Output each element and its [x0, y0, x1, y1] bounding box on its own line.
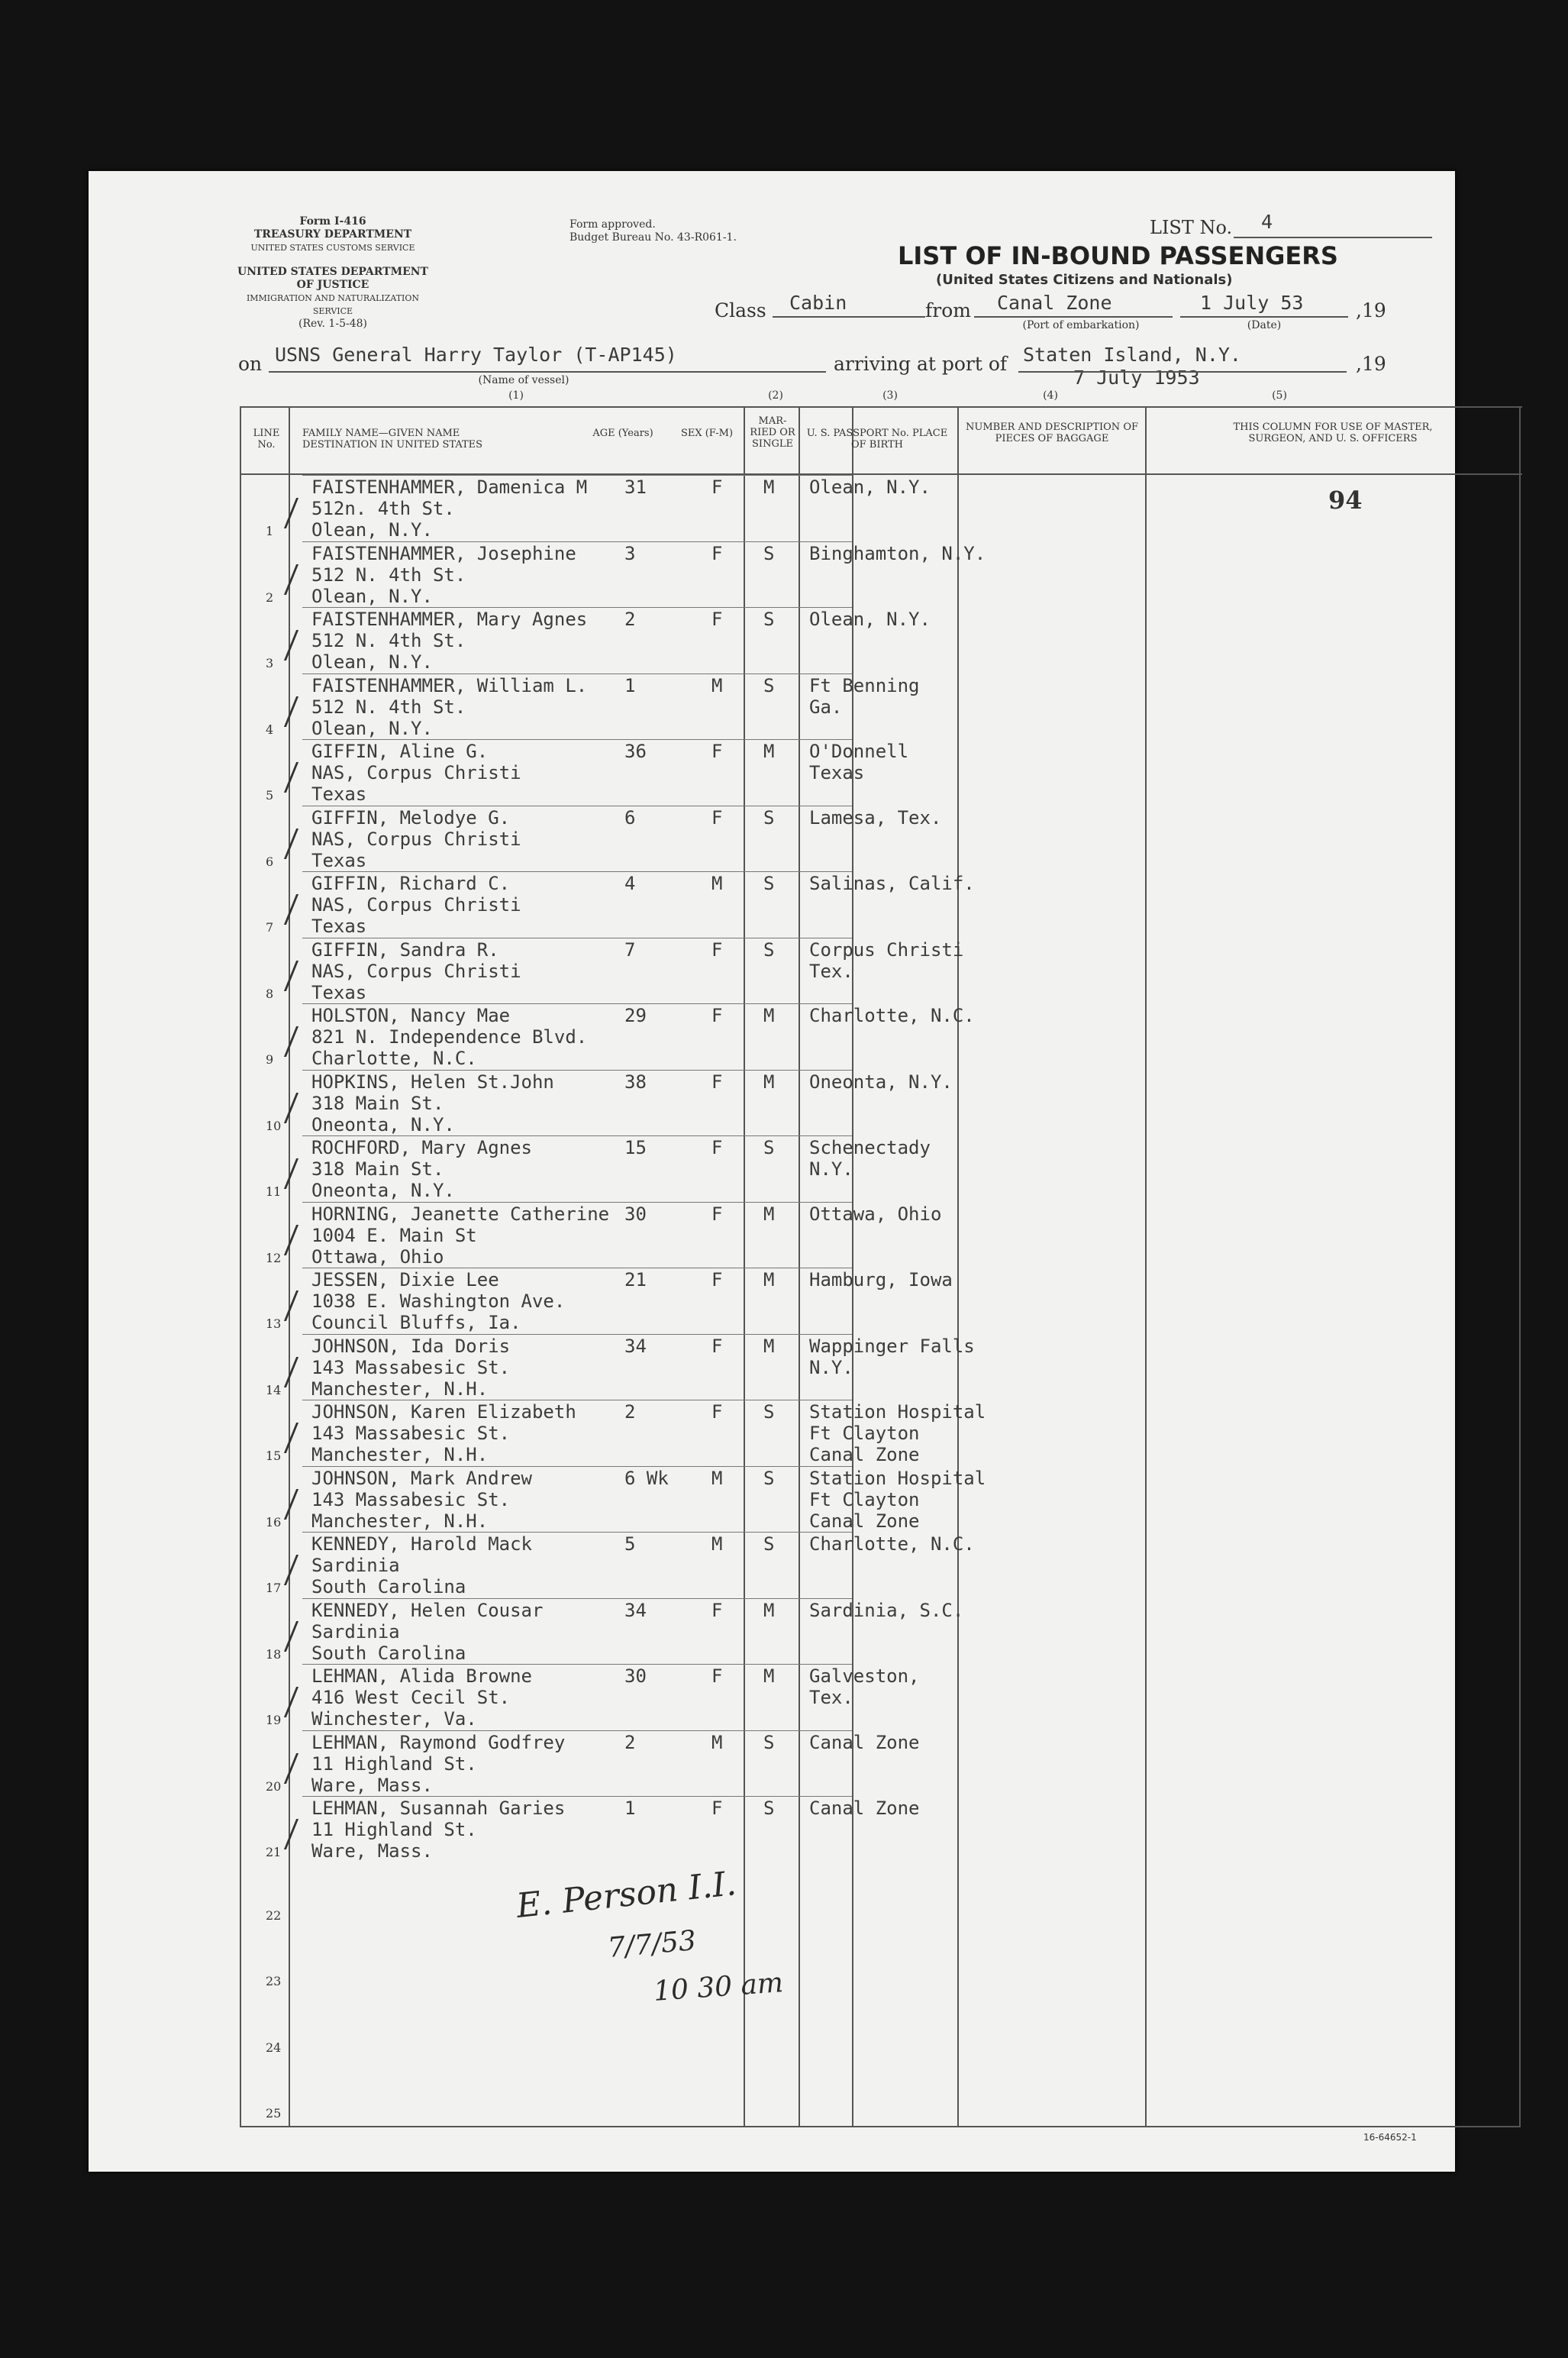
birthplace-line-2: Texas: [809, 762, 865, 783]
sex: F: [711, 542, 723, 564]
row-divider: [302, 1598, 852, 1599]
marital-status: S: [763, 1137, 775, 1158]
class-label: Class: [715, 299, 766, 321]
col-num-4: (4): [1043, 389, 1058, 402]
line-number: 15: [266, 1449, 282, 1463]
line-number: 9: [266, 1052, 274, 1067]
destination-street: 512 N. 4th St.: [311, 564, 466, 586]
birthplace-line-1: Salinas, Calif.: [809, 873, 975, 894]
on-label: on: [238, 353, 263, 375]
line-number: 24: [266, 2040, 282, 2055]
destination-city: Texas: [311, 849, 367, 871]
justice-header: [234, 266, 432, 331]
sex: M: [711, 1533, 723, 1555]
line-number: 12: [266, 1250, 282, 1265]
birthplace-line-2: Ft Clayton: [809, 1488, 920, 1510]
table-row: [89, 607, 1455, 674]
header-married: MAR- RIED OR SINGLE: [750, 415, 795, 450]
vessel-line: [269, 371, 826, 373]
age: 3: [624, 542, 636, 564]
destination-street: 512 N. 4th St.: [311, 696, 466, 718]
destination-street: 143 Massabesic St.: [311, 1356, 511, 1378]
age: 31: [624, 476, 647, 498]
marital-status: M: [763, 1269, 775, 1290]
age: 1: [624, 674, 636, 696]
header-official: THIS COLUMN FOR USE OF MASTER, SURGEON, AND U. S. OFFICERS: [1233, 422, 1433, 444]
sex: F: [711, 1269, 723, 1290]
arriving-label: arriving at port of: [834, 353, 1008, 375]
row-divider: [302, 1135, 852, 1136]
age: 38: [624, 1071, 647, 1093]
check-mark: [270, 894, 298, 925]
marital-status: M: [763, 1665, 775, 1687]
inspection-date: 7/7/53: [606, 1925, 698, 1964]
marital-status: S: [763, 938, 775, 961]
table-row: [89, 1400, 1455, 1467]
year-prefix-2: ,19: [1356, 353, 1386, 375]
sex: M: [711, 1467, 723, 1489]
row-divider: [302, 739, 852, 740]
passenger-name: LEHMAN, Raymond Godfrey: [311, 1731, 566, 1753]
form-number: Form I-416: [299, 215, 366, 228]
destination-street: 143 Massabesic St.: [311, 1423, 511, 1444]
sex: F: [711, 1599, 723, 1621]
check-mark: [270, 564, 298, 595]
birthplace-line-1: Wappinger Falls: [809, 1335, 975, 1357]
col-num-5: (5): [1272, 389, 1287, 402]
age: 4: [624, 873, 636, 894]
birthplace-line-1: Binghamton, N.Y.: [809, 542, 986, 564]
sex: F: [711, 1203, 723, 1225]
marital-status: M: [763, 1071, 775, 1093]
row-divider: [302, 1003, 852, 1004]
marital-status: M: [763, 1599, 775, 1621]
destination-city: Olean, N.Y.: [311, 519, 433, 541]
year-prefix-1: ,19: [1356, 299, 1386, 321]
vessel-name: USNS General Harry Taylor (T-AP145): [275, 344, 677, 366]
revision: (Rev. 1-5-48): [298, 318, 367, 330]
table-row: [89, 673, 1455, 741]
list-no-line: [1234, 237, 1432, 238]
destination-street: 318 Main St.: [311, 1158, 444, 1180]
sex: F: [711, 806, 723, 829]
destination-city: South Carolina: [311, 1576, 466, 1597]
destination-city: Manchester, N.H.: [311, 1510, 489, 1532]
line-number: 11: [266, 1184, 282, 1199]
passenger-name: JOHNSON, Ida Doris: [311, 1335, 511, 1357]
age: 2: [624, 609, 636, 630]
destination-city: Olean, N.Y.: [311, 651, 433, 673]
row-divider: [302, 673, 852, 674]
birthplace-line-1: Corpus Christi: [809, 938, 964, 961]
destination-street: Sardinia: [311, 1620, 400, 1643]
destination-street: 821 N. Independence Blvd.: [311, 1026, 588, 1048]
destination-city: Ottawa, Ohio: [311, 1245, 444, 1268]
passenger-name: FAISTENHAMMER, Josephine: [311, 542, 576, 564]
age: 34: [624, 1335, 647, 1357]
age: 36: [624, 741, 647, 762]
check-mark: [270, 1819, 298, 1849]
passenger-name: LEHMAN, Susannah Garies: [311, 1798, 566, 1819]
marital-status: S: [763, 542, 775, 564]
vessel-caption: (Name of vessel): [478, 374, 569, 386]
marital-status: S: [763, 1731, 775, 1753]
sex: F: [711, 1335, 723, 1357]
arrival-date: 7 July 1953: [1073, 367, 1200, 389]
destination-city: Ware, Mass.: [311, 1774, 433, 1796]
birthplace-line-1: O'Donnell: [809, 741, 909, 762]
destination-street: NAS, Corpus Christi: [311, 960, 521, 982]
table-row: [89, 739, 1455, 806]
row-divider: [302, 475, 852, 476]
row-divider: [302, 1664, 852, 1665]
col-num-1: (1): [508, 389, 524, 402]
line-number: 21: [266, 1845, 282, 1859]
row-divider: [302, 1070, 852, 1071]
check-mark: [270, 762, 298, 793]
destination-city: Manchester, N.H.: [311, 1444, 489, 1465]
sex: F: [711, 1798, 723, 1819]
marital-status: S: [763, 1401, 775, 1423]
table-row: [89, 1664, 1455, 1731]
birthplace-line-1: Galveston,: [809, 1665, 920, 1687]
age: 7: [624, 938, 636, 961]
birthplace-line-2: Tex.: [809, 960, 853, 982]
passenger-name: GIFFIN, Melodye G.: [311, 806, 511, 829]
line-number: 16: [266, 1514, 282, 1529]
birthplace-line-2: N.Y.: [809, 1158, 853, 1180]
sex: M: [711, 1731, 723, 1753]
row-divider: [302, 607, 852, 608]
row-divider: [302, 871, 852, 872]
check-mark: [270, 1225, 298, 1255]
marital-status: S: [763, 609, 775, 630]
check-mark: [270, 829, 298, 859]
age: 29: [624, 1005, 647, 1026]
row-divider: [302, 1730, 852, 1731]
line-number: 4: [266, 722, 274, 737]
passenger-name: JOHNSON, Karen Elizabeth: [311, 1401, 576, 1423]
row-divider: [302, 1466, 852, 1467]
check-mark: [270, 1621, 298, 1652]
destination-city: Texas: [311, 916, 367, 937]
sex: F: [711, 938, 723, 961]
check-mark: [270, 1357, 298, 1387]
embark-date-value: 1 July 53: [1200, 292, 1304, 314]
destination-street: 11 Highland St.: [311, 1819, 477, 1840]
marital-status: M: [763, 1005, 775, 1026]
age: 2: [624, 1401, 636, 1423]
check-mark: [270, 1555, 298, 1585]
header-sex: SEX (F-M): [680, 428, 734, 439]
line-number: 1: [266, 524, 274, 538]
marital-status: M: [763, 1203, 775, 1225]
birthplace-line-1: Station Hospital: [809, 1401, 986, 1423]
marital-status: S: [763, 873, 775, 894]
table-row: [89, 1862, 1455, 1930]
line-number: 5: [266, 788, 274, 803]
birthplace-line-1: Ft Benning: [809, 674, 920, 696]
marital-status: S: [763, 1798, 775, 1819]
birthplace-line-1: Charlotte, N.C.: [809, 1005, 975, 1026]
destination-city: Council Bluffs, Ia.: [311, 1312, 521, 1333]
table-row: [89, 1334, 1455, 1401]
birthplace-line-1: Schenectady: [809, 1137, 931, 1158]
check-mark: [270, 1093, 298, 1123]
birthplace-line-1: Oneonta, N.Y.: [809, 1071, 953, 1093]
table-row: [89, 1268, 1455, 1335]
table-row: [89, 1466, 1455, 1533]
table-row: [89, 871, 1455, 938]
age: 30: [624, 1665, 647, 1687]
sex: F: [711, 741, 723, 762]
birthplace-line-2: Tex.: [809, 1687, 853, 1708]
sex: F: [711, 1005, 723, 1026]
line-number: 23: [266, 1974, 282, 1988]
manifest-page: [89, 171, 1455, 2172]
embark-port-value: Canal Zone: [997, 292, 1112, 314]
birthplace-line-1: Charlotte, N.C.: [809, 1533, 975, 1555]
destination-city: Ware, Mass.: [311, 1840, 433, 1862]
line-number: 8: [266, 986, 274, 1001]
passenger-name: JOHNSON, Mark Andrew: [311, 1467, 532, 1489]
check-mark: [270, 1158, 298, 1189]
sex: M: [711, 873, 723, 894]
passenger-name: FAISTENHAMMER, Mary Agnes: [311, 609, 588, 630]
birthplace-line-3: Canal Zone: [809, 1444, 920, 1465]
check-mark: [270, 1687, 298, 1717]
embark-date-line: [1180, 316, 1348, 318]
from-label: from: [925, 299, 971, 321]
inspection-time: 10 30 am: [652, 1967, 785, 2008]
age: 1: [624, 1798, 636, 1819]
header-baggage: NUMBER AND DESCRIPTION OF PIECES OF BAGGAGE: [965, 422, 1138, 444]
approval-note: Form approved. Budget Bureau No. 43-R061-1.: [569, 218, 737, 244]
form-code: 16-64652-1: [1363, 2132, 1417, 2143]
destination-city: Texas: [311, 783, 367, 805]
table-row: [89, 475, 1455, 542]
marital-status: S: [763, 674, 775, 696]
destination-city: Oneonta, N.Y.: [311, 1180, 455, 1201]
destination-street: 512n. 4th St.: [311, 498, 455, 519]
table-right-edge: [1519, 406, 1521, 2126]
table-row: [89, 1070, 1455, 1137]
destination-street: NAS, Corpus Christi: [311, 828, 521, 850]
row-divider: [302, 1202, 852, 1203]
passenger-name: HOLSTON, Nancy Mae: [311, 1005, 511, 1026]
table-row: [89, 1995, 1455, 2062]
header-line-no: LINE No.: [253, 428, 280, 451]
birthplace-line-1: Olean, N.Y.: [809, 609, 931, 630]
header-name: FAMILY NAME—GIVEN NAME DESTINATION IN UNITED STATES: [302, 428, 483, 451]
sex: F: [711, 476, 723, 498]
line-number: 19: [266, 1713, 282, 1727]
table-row: [89, 541, 1455, 609]
destination-street: 416 West Cecil St.: [311, 1687, 511, 1708]
birthplace-line-1: Olean, N.Y.: [809, 476, 931, 498]
age: 21: [624, 1269, 647, 1290]
age: 6 Wk: [624, 1467, 669, 1489]
destination-city: Oneonta, N.Y.: [311, 1113, 455, 1135]
list-no-label: LIST No.: [1150, 217, 1233, 238]
table-row: [89, 1532, 1455, 1599]
passenger-name: LEHMAN, Alida Browne: [311, 1665, 532, 1687]
marital-status: M: [763, 741, 775, 762]
list-subtitle: (United States Citizens and Nationals): [936, 272, 1233, 288]
birthplace-line-1: Lamesa, Tex.: [809, 806, 942, 829]
marital-status: M: [763, 476, 775, 498]
table-row: [89, 1730, 1455, 1798]
birthplace-line-2: Ga.: [809, 696, 843, 718]
class-line: [773, 316, 925, 318]
passenger-name: FAISTENHAMMER, William L.: [311, 674, 588, 696]
justice-dept: UNITED STATES DEPARTMENT OF JUSTICE: [237, 266, 428, 291]
birthplace-line-1: Canal Zone: [809, 1798, 920, 1819]
table-row: [89, 806, 1455, 873]
ins-service: IMMIGRATION AND NATURALIZATION SERVICE: [246, 293, 420, 316]
row-divider: [302, 541, 852, 542]
sex: M: [711, 674, 723, 696]
embark-port-caption: (Port of embarkation): [1022, 319, 1140, 331]
row-divider: [302, 1334, 852, 1335]
sex: F: [711, 609, 723, 630]
destination-street: 318 Main St.: [311, 1092, 444, 1114]
birthplace-line-1: Hamburg, Iowa: [809, 1269, 953, 1290]
passenger-name: JESSEN, Dixie Lee: [311, 1269, 499, 1290]
age: 6: [624, 806, 636, 829]
line-number: 22: [266, 1907, 282, 1923]
passenger-name: HOPKINS, Helen St.John: [311, 1071, 554, 1093]
embark-port-line: [974, 316, 1173, 318]
treasury-dept: TREASURY DEPARTMENT: [253, 228, 412, 241]
passenger-name: HORNING, Jeanette Catherine: [311, 1203, 610, 1225]
sex: F: [711, 1071, 723, 1093]
birthplace-line-1: Station Hospital: [809, 1467, 986, 1489]
line-number: 10: [266, 1118, 282, 1133]
officer-signature: E. Person I.I.: [515, 1864, 738, 1926]
line-number: 6: [266, 854, 274, 869]
line-number: 3: [266, 656, 274, 670]
birthplace-line-1: Ottawa, Ohio: [809, 1203, 942, 1225]
customs-service: UNITED STATES CUSTOMS SERVICE: [250, 243, 415, 253]
check-mark: [270, 1423, 298, 1453]
table-row: [89, 938, 1455, 1005]
birthplace-line-1: Sardinia, S.C.: [809, 1599, 964, 1621]
destination-street: 11 Highland St.: [311, 1752, 477, 1775]
line-number: 18: [266, 1646, 282, 1662]
line-number: 14: [266, 1382, 282, 1397]
destination-city: Winchester, Va.: [311, 1708, 477, 1730]
birthplace-line-3: Canal Zone: [809, 1510, 920, 1532]
check-mark: [270, 1290, 298, 1321]
agency-header: [234, 215, 432, 254]
passenger-name: FAISTENHAMMER, Damenica M: [311, 476, 588, 498]
marital-status: S: [763, 1533, 775, 1555]
list-title: LIST OF IN-BOUND PASSENGERS: [898, 241, 1338, 270]
marital-status: M: [763, 1335, 775, 1357]
line-number: 2: [266, 590, 274, 605]
destination-street: 1038 E. Washington Ave.: [311, 1290, 566, 1312]
check-mark: [270, 961, 298, 991]
check-mark: [270, 498, 298, 528]
line-number: 7: [266, 920, 274, 935]
header-age: AGE (Years): [592, 428, 653, 439]
sex: F: [711, 1401, 723, 1423]
sex: F: [711, 1665, 723, 1687]
age: 30: [624, 1203, 647, 1225]
birthplace-line-2: N.Y.: [809, 1356, 853, 1378]
age: 34: [624, 1599, 647, 1621]
table-row: [89, 1202, 1455, 1269]
check-mark: [270, 630, 298, 661]
row-divider: [302, 1532, 852, 1533]
passenger-name: GIFFIN, Richard C.: [311, 873, 511, 894]
line-number: 25: [266, 2106, 282, 2121]
table-row: [89, 1003, 1455, 1071]
line-number: 13: [266, 1316, 282, 1331]
destination-city: South Carolina: [311, 1642, 466, 1664]
check-mark: [270, 1026, 298, 1057]
age: 15: [624, 1137, 647, 1158]
arrival-port: Staten Island, N.Y.: [1023, 344, 1241, 366]
marital-status: S: [763, 1467, 775, 1489]
row-divider: [302, 1796, 852, 1797]
destination-city: Manchester, N.H.: [311, 1378, 489, 1400]
line-number: 17: [266, 1581, 282, 1595]
destination-city: Olean, N.Y.: [311, 585, 433, 607]
list-no-value: 4: [1261, 211, 1273, 233]
birthplace-line-2: Ft Clayton: [809, 1423, 920, 1444]
col-num-3: (3): [882, 389, 898, 402]
passenger-name: KENNEDY, Harold Mack: [311, 1533, 532, 1555]
col-num-2: (2): [768, 389, 783, 402]
destination-city: Texas: [311, 981, 367, 1003]
passenger-name: KENNEDY, Helen Cousar: [311, 1599, 544, 1621]
check-mark: [270, 1753, 298, 1784]
destination-street: NAS, Corpus Christi: [311, 762, 521, 783]
destination-street: 512 N. 4th St.: [311, 630, 466, 651]
class-value: Cabin: [789, 292, 847, 314]
header-passport: U. S. PASSPORT No. PLACE OF BIRTH: [806, 428, 948, 451]
destination-street: 143 Massabesic St.: [311, 1488, 511, 1510]
destination-city: Charlotte, N.C.: [311, 1048, 477, 1069]
destination-street: 1004 E. Main St: [311, 1224, 477, 1246]
table-row: [89, 1598, 1455, 1665]
age: 2: [624, 1731, 636, 1753]
sex: F: [711, 1137, 723, 1158]
destination-city: Olean, N.Y.: [311, 717, 433, 739]
table-top-rule: [240, 406, 1522, 408]
table-row: [89, 1796, 1455, 1863]
check-mark: [270, 696, 298, 727]
table-row: [89, 2060, 1455, 2127]
passenger-name: GIFFIN, Sandra R.: [311, 938, 499, 961]
embark-date-caption: (Date): [1247, 319, 1282, 331]
passenger-name: GIFFIN, Aline G.: [311, 741, 489, 762]
passenger-name: ROCHFORD, Mary Agnes: [311, 1137, 532, 1158]
official-count: 94: [1328, 486, 1363, 515]
line-number: 20: [266, 1778, 282, 1794]
table-row: [89, 1135, 1455, 1203]
birthplace-line-1: Canal Zone: [809, 1731, 920, 1753]
destination-street: NAS, Corpus Christi: [311, 894, 521, 916]
marital-status: S: [763, 806, 775, 829]
arrival-port-line: [1018, 371, 1347, 373]
check-mark: [270, 1489, 298, 1520]
age: 5: [624, 1533, 636, 1555]
destination-street: Sardinia: [311, 1555, 400, 1576]
